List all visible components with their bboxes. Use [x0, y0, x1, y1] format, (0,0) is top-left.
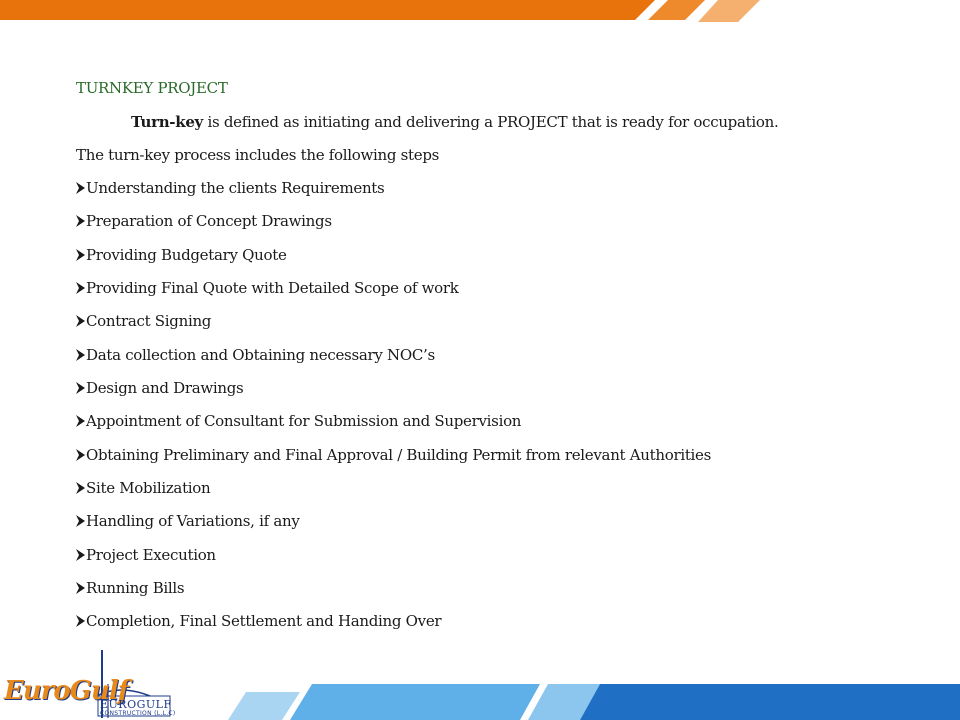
- intro-definition: is defined as initiating and delivering a PROJECT that is ready for occupation.: [202, 113, 779, 131]
- arrow-bullet-icon: [76, 182, 85, 194]
- arrow-bullet-icon: [76, 415, 85, 427]
- step-item: [76, 378, 946, 398]
- step-item: [76, 478, 946, 498]
- step-text: Obtaining Preliminary and Final Approval / Building Permit from relevant Authorities: [86, 445, 712, 464]
- step-item: [76, 345, 946, 365]
- step-text: Handling of Variations, if any: [86, 512, 300, 531]
- step-text: Appointment of Consultant for Submission and Supervision: [86, 412, 522, 431]
- steps-lead: The turn-key process includes the following steps: [76, 146, 440, 164]
- logo-name: EUROGULF: [100, 698, 172, 711]
- step-item: [76, 211, 946, 231]
- arrow-bullet-icon: [76, 349, 85, 361]
- step-text: Project Execution: [86, 545, 216, 564]
- step-item: [76, 411, 946, 431]
- arrow-bullet-icon: [76, 449, 85, 461]
- page-title: TURNKEY PROJECT: [76, 79, 228, 97]
- logo-subtitle: CONSTRUCTION (L.L.C): [100, 710, 176, 717]
- arrow-bullet-icon: [76, 249, 85, 261]
- arrow-bullet-icon: [76, 282, 85, 294]
- step-text: Providing Final Quote with Detailed Scope of work: [86, 279, 459, 298]
- intro-paragraph: [76, 112, 946, 132]
- logo-script: EuroGulf: [4, 676, 128, 706]
- step-item: [76, 511, 946, 531]
- company-logo: [0, 646, 200, 720]
- arrow-bullet-icon: [76, 215, 85, 227]
- intro-term: Turn-key: [131, 113, 203, 131]
- step-item: [76, 278, 946, 298]
- step-text: Site Mobilization: [86, 479, 211, 498]
- arrow-bullet-icon: [76, 615, 85, 627]
- slide-content: [76, 78, 946, 645]
- step-item: [76, 178, 946, 198]
- arrow-bullet-icon: [76, 515, 85, 527]
- step-item: [76, 578, 946, 598]
- arrow-bullet-icon: [76, 315, 85, 327]
- step-text: Providing Budgetary Quote: [86, 245, 287, 264]
- step-item: [76, 545, 946, 565]
- arrow-bullet-icon: [76, 582, 85, 594]
- step-item: [76, 445, 946, 465]
- step-item: [76, 245, 946, 265]
- step-text: Completion, Final Settlement and Handing Over: [86, 612, 442, 631]
- step-text: Preparation of Concept Drawings: [86, 212, 332, 231]
- step-text: Data collection and Obtaining necessary NOC’s: [86, 345, 435, 364]
- step-item: [76, 611, 946, 631]
- arrow-bullet-icon: [76, 382, 85, 394]
- step-text: Running Bills: [86, 579, 185, 598]
- step-item: [76, 311, 946, 331]
- arrow-bullet-icon: [76, 549, 85, 561]
- step-text: Design and Drawings: [86, 379, 244, 398]
- arrow-bullet-icon: [76, 482, 85, 494]
- step-text: Contract Signing: [86, 312, 212, 331]
- steps-list: [76, 178, 946, 631]
- step-text: Understanding the clients Requirements: [86, 179, 385, 197]
- top-banner: [0, 0, 960, 32]
